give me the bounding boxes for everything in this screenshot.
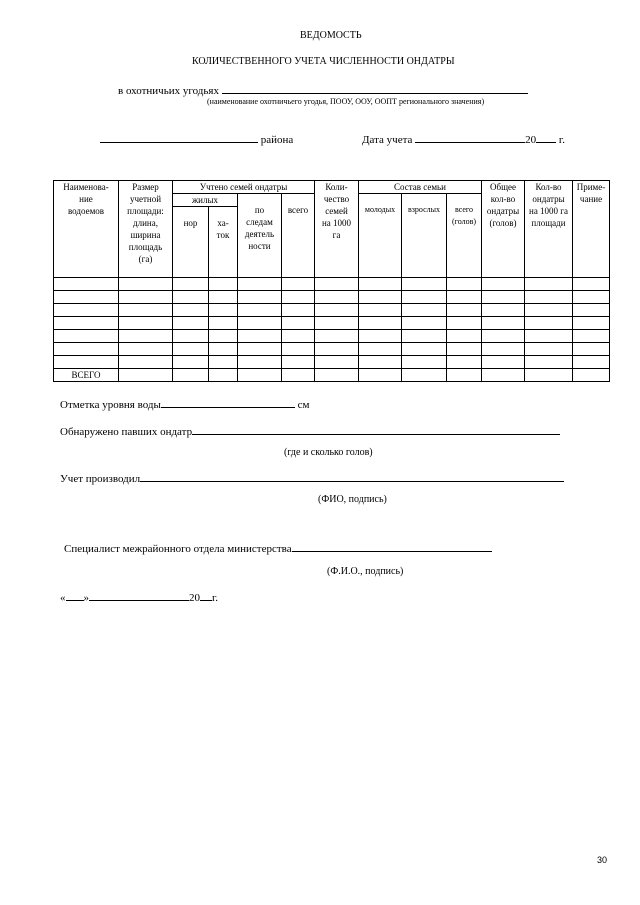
lands-row: [118, 84, 528, 97]
dead-field[interactable]: [192, 425, 560, 435]
document-subtitle: КОЛИЧЕСТВЕННОГО УЧЕТА ЧИСЛЕННОСТИ ОНДАТРЫ: [192, 56, 455, 67]
counted-label: Учет производил: [60, 473, 141, 485]
lands-field[interactable]: [222, 84, 528, 94]
district-label: района: [260, 134, 294, 146]
date-year-suffix: г.: [558, 134, 565, 146]
header-burrows: нор: [173, 207, 209, 278]
dead-row: [60, 425, 560, 438]
header-adult: взрослых: [402, 194, 447, 278]
table-row: [54, 356, 610, 369]
header-families: Учтено семей ондатры: [173, 181, 315, 194]
table-row: [54, 343, 610, 356]
sign-year-field[interactable]: [200, 591, 212, 601]
specialist-hint: (Ф.И.О., подпись): [327, 566, 404, 577]
document-title: ВЕДОМОСТЬ: [300, 30, 362, 41]
header-water-bodies: Наименова- ние водоемов: [54, 181, 119, 278]
header-composition: Состав семьи: [359, 181, 482, 194]
date-year-prefix: 20: [525, 134, 537, 146]
counted-hint: (ФИО, подпись): [318, 494, 387, 505]
water-level-field[interactable]: [161, 398, 295, 408]
district-field[interactable]: [100, 133, 258, 143]
counting-table: [53, 180, 610, 382]
year-field[interactable]: [536, 133, 556, 143]
header-area: Размер учетной площади: длина, ширина площадь (га): [119, 181, 173, 278]
table-row: [54, 304, 610, 317]
table-row: [54, 330, 610, 343]
sign-date-open: «: [60, 592, 66, 604]
header-density: Коли- чество семей на 1000 га: [315, 181, 359, 278]
lands-hint: (наименование охотничьего угодья, ПООУ, ООУ, ООПТ регионального значения): [207, 97, 485, 106]
table-row: [54, 278, 610, 291]
sign-date-year: 20: [189, 592, 200, 604]
date-row: [362, 133, 565, 146]
date-field[interactable]: [415, 133, 525, 143]
counted-row: [60, 472, 564, 485]
total-row: [54, 369, 610, 382]
sign-day-field[interactable]: [66, 591, 84, 601]
header-total-count: Общее кол-во ондатры (голов): [482, 181, 525, 278]
header-note: Приме- чание: [573, 181, 610, 278]
page-number: 30: [597, 855, 608, 865]
sign-date-row: [60, 591, 218, 604]
water-level-label: Отметка уровня воды: [60, 399, 161, 411]
header-families-total: всего: [282, 194, 315, 278]
header-all-heads: всего (голов): [447, 194, 482, 278]
header-huts: ха- ток: [209, 207, 238, 278]
specialist-row: [64, 542, 492, 555]
date-label: Дата учета: [362, 134, 413, 146]
header-count-per-1000: Кол-во ондатры на 1000 га площади: [525, 181, 573, 278]
sign-month-field[interactable]: [89, 591, 189, 601]
specialist-field[interactable]: [292, 542, 492, 552]
sign-date-suffix: г.: [212, 592, 219, 604]
dead-label: Обнаружено павших ондатр: [60, 426, 193, 438]
dead-hint: (где и сколько голов): [284, 447, 373, 458]
water-level-unit: см: [297, 399, 310, 411]
water-level-row: [60, 398, 309, 411]
sign-date-close: »: [83, 592, 89, 604]
counted-field[interactable]: [140, 472, 564, 482]
district-row: [100, 133, 293, 146]
lands-label: в охотничьих угодьях: [118, 85, 219, 97]
specialist-label: Специалист межрайонного отдела министерства: [64, 543, 292, 555]
header-living: жилых: [173, 194, 238, 207]
table-row: [54, 317, 610, 330]
table-row: [54, 291, 610, 304]
header-young: молодых: [359, 194, 402, 278]
header-traces: по следам деятель ности: [238, 194, 282, 278]
total-row-label: ВСЕГО: [54, 369, 119, 382]
